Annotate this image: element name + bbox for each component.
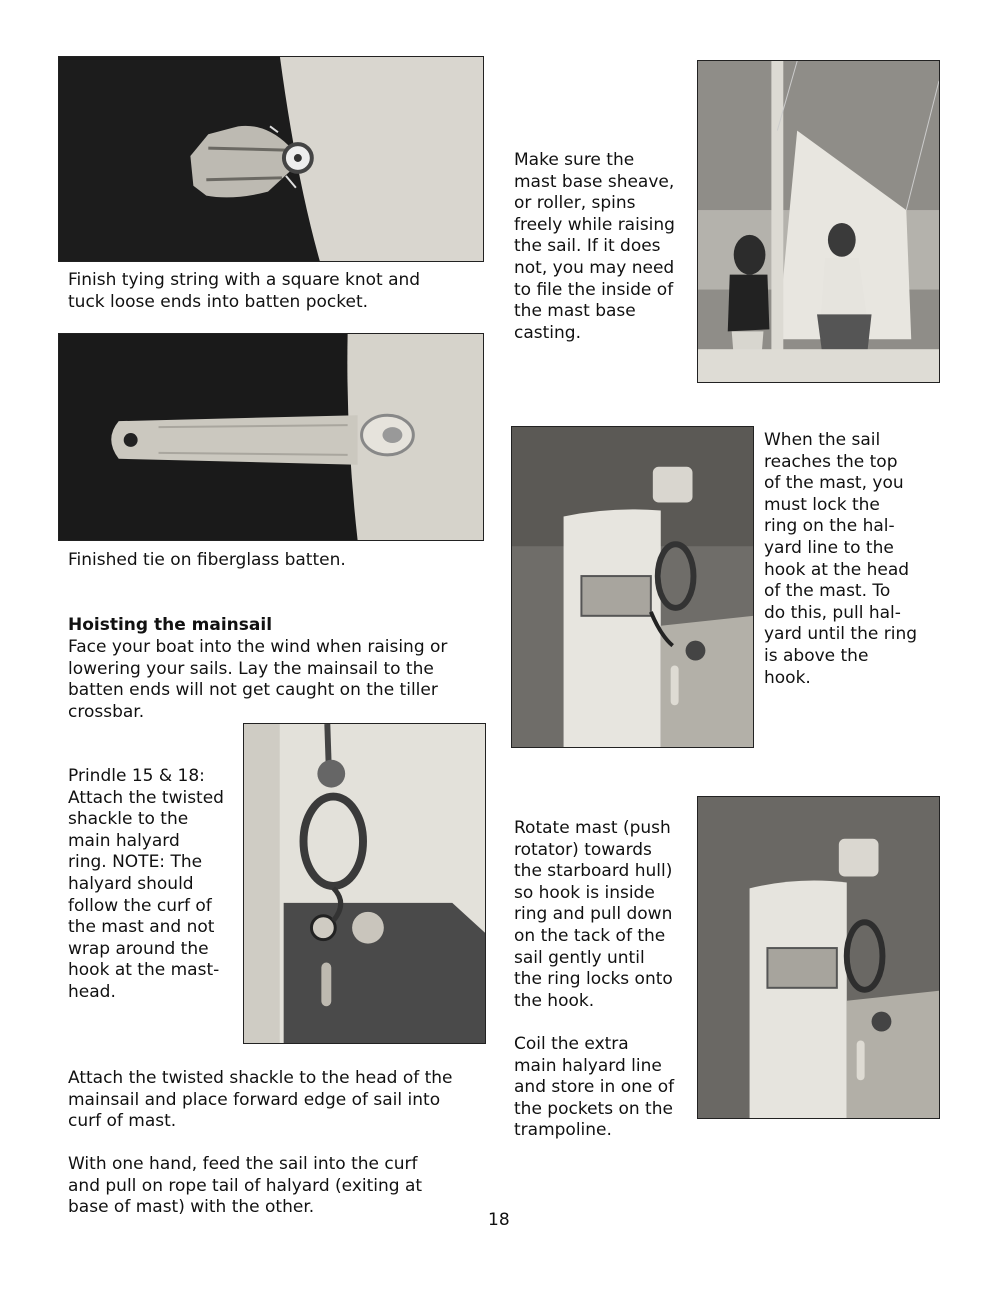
batten-string-photo — [58, 56, 484, 262]
coil-halyard-caption: Coil the extra main halyard line and store in one of the pockets on the trampoline. — [514, 1034, 675, 1141]
ring-locked-photo — [697, 796, 940, 1119]
attach-shackle-text: Attach the twisted shackle to the head of the mainsail and place forward edge of sail into curf of mast. — [68, 1068, 453, 1132]
mast-hook-photo — [511, 426, 754, 748]
feed-sail-text: With one hand, feed the sail into the curf and pull on rope tail of halyard (exiting at base of mast) with the other. — [68, 1154, 423, 1218]
mast-sheave-caption: Make sure the mast base sheave, or roller, spins freely while raising the sail. If it does not, you may need to file the inside of the mast base casting. — [514, 150, 675, 343]
rotate-mast-caption: Rotate mast (push rotator) towards the starboard hull) so hook is inside ring and pull down on the tack of the sail gently until the ring locks onto the hook. — [514, 818, 673, 1011]
section-heading: Hoisting the mainsail — [68, 615, 273, 635]
finished-tie-caption: Finished tie on fiberglass batten. — [68, 550, 346, 570]
lock-ring-caption: When the sail reaches the top of the mast, you must lock the ring on the hal- yard line to the hook at the head of the mast. To do this, pull hal- yard until the ring is above the hook. — [764, 430, 918, 688]
section-intro: Face your boat into the wind when raising or lowering your sails. Lay the mainsail to the batten ends will not get caught on the tiller crossbar. — [68, 637, 448, 722]
halyard-ring-photo — [243, 723, 486, 1044]
square-knot-caption: Finish tying string with a square knot and tuck loose ends into batten pocket. — [68, 270, 421, 312]
prindle-instructions: Prindle 15 & 18: Attach the twisted shackle to the main halyard ring. NOTE: The halyard should follow the curf of the mast and not wrap around the hook at the mast- head. — [68, 766, 224, 1002]
page-number: 18 — [488, 1210, 510, 1230]
finished-batten-tie-photo — [58, 333, 484, 541]
raising-sail-photo — [697, 60, 940, 383]
